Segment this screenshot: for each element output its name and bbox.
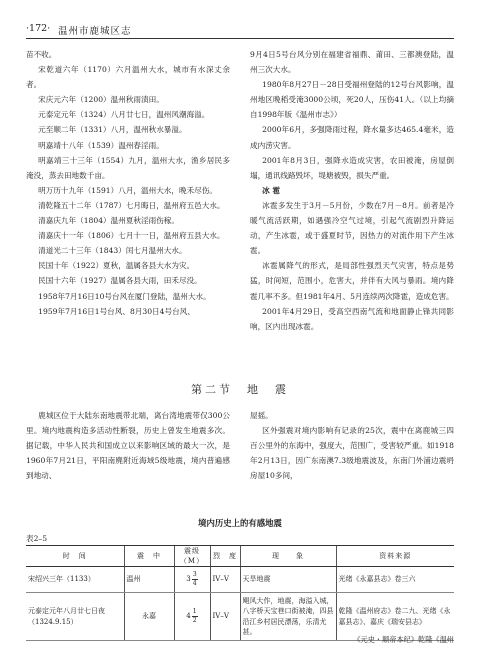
table-continuation-note: 《元史・顺帝本纪》乾隆《温州 xyxy=(353,635,454,644)
paragraph: 清道光二十三年（1843）闰七月温州大水。 xyxy=(38,246,187,256)
magnitude-numerator: 3 xyxy=(192,571,197,578)
page-number: ·172· xyxy=(26,23,51,34)
magnitude-fraction xyxy=(186,608,197,625)
paragraph: 苗不收。 xyxy=(26,50,57,59)
paragraph: 宋庆元六年（1200）温州秋雨渍田。 xyxy=(38,95,164,105)
paragraph: 屋摇。 xyxy=(250,411,273,420)
paragraph: 1959年7月16日1号台风、8月30日4号台风、 xyxy=(38,306,195,316)
col-header-intensity: 烈 度 xyxy=(210,546,240,567)
table-label: 表2–5 xyxy=(26,534,48,543)
cell-intensity: IV–V xyxy=(210,593,240,641)
magnitude-fraction xyxy=(186,571,197,588)
cell-time: 元泰定元年八月廿七日夜（1324.9.15） xyxy=(26,593,124,641)
paragraph: 明万历十九年（1591）八月，温州大水，晚禾尽伤。 xyxy=(38,185,217,195)
earthquake-table xyxy=(26,545,454,641)
paragraph: 明嘉靖三十三年（1554）九月，温州大水，渔乡居民多淹没，蒸去田地数千亩。 xyxy=(26,155,230,180)
cell-phenomenon: 天旱地震 xyxy=(240,567,336,593)
col-header-phenomenon: 现 象 xyxy=(240,546,336,567)
cell-source: 光绪《永嘉县志》卷三六 xyxy=(336,567,454,593)
cell-time: 宋绍兴三年（1133） xyxy=(26,567,124,593)
paragraph: 1980年8月27日－28日受福州登陆的12号台风影响，温州地区晚稻受淹3000公顷，死20人，压伤41人。（以上均摘自1998年版《温州市志》） xyxy=(250,80,454,120)
magnitude-denominator: 4 xyxy=(192,580,197,587)
page-header xyxy=(26,22,454,39)
table-title: 境内历史上的有感地震 xyxy=(198,518,282,528)
magnitude-whole: 4 xyxy=(186,612,191,621)
cell-epicenter: 温州 xyxy=(124,567,174,593)
cell-epicenter: 永嘉 xyxy=(124,593,174,641)
table-row xyxy=(26,567,454,593)
paragraph: 区外强震对境内影响有记录的25次，震中在离鹿城三四百公里外的东海中，强度大，范围广，受害较严重。如1918年2月13日，因广东南澳7.3级地震波及，东南门外浦边震坍房屋10多间， xyxy=(250,426,454,481)
paragraph: 民国十六年（1927）温属各县大雨，田禾尽没。 xyxy=(38,276,202,286)
col-header-epicenter: 震 中 xyxy=(124,546,174,567)
paragraph: 民国十年（1922）夏秋，温属各县大水为灾。 xyxy=(38,261,195,271)
col-header-source: 资料来源 xyxy=(336,546,454,567)
paragraph: 9月4日5号台风分别在福建省福鼎、莆田、三都澳登陆，温州三次大水。 xyxy=(250,50,454,75)
cell-magnitude xyxy=(174,593,210,641)
table-header-row xyxy=(26,546,454,567)
cell-source: 乾隆《温州府志》卷二九、光绪《永嘉县志》、嘉庆《瑞安县志》 xyxy=(336,593,454,641)
paragraph: 清嘉庆九年（1804）温州夏秋淫雨伤稼。 xyxy=(38,216,179,226)
paragraph: 2001年8月3日，强降水造成灾害，农田被淹，房屋倒塌，通讯线路毁坏，堤塘被毁，损失严重。 xyxy=(250,155,454,180)
magnitude-numerator: 1 xyxy=(192,608,197,615)
subsection-heading: 冰 雹 xyxy=(262,185,280,195)
earthquake-intro-right xyxy=(250,408,454,483)
paragraph: 2001年4月29日，受高空西南气流和地面静止锋共同影响，区内出现冰雹。 xyxy=(250,306,454,331)
paragraph: 冰雹属降气的形式，是局部性强烈天气灾害，特点是势猛，时间短，范围小，危害大，并伴有大风与暴雨。境内降雹几率不多。但1981年4月、5月连续两次降雹，造成危害。 xyxy=(250,261,454,301)
col-header-time: 时 间 xyxy=(26,546,124,567)
paragraph: 2000年6月，多强降雨过程，降水量多达465.4毫米，造成内涝灾害。 xyxy=(250,125,454,150)
magnitude-denominator: 2 xyxy=(192,617,197,624)
table-row xyxy=(26,593,454,641)
section-title: 第二节 地 震 xyxy=(191,383,289,396)
book-title: 温州市鹿城区志 xyxy=(58,26,132,37)
cell-phenomenon: 飓风大作，地震，海溢入城，八字桥天宝巷口街被淹，四县沿江乡村居民漂荡，乐清尤甚。 xyxy=(240,593,336,641)
paragraph: 元至顺二年（1331）八月，温州秋水暴溢。 xyxy=(38,125,187,135)
paragraph: 宋乾道六年（1170）六月温州大水，城市有水深丈余者。 xyxy=(26,65,230,90)
paragraph: 1958年7月16日10号台风在厦门登陆，温州大水。 xyxy=(38,291,211,301)
col-header-magnitude: 震级（M） xyxy=(174,546,210,567)
paragraph: 清乾隆五十二年（1787）七月晦日，温州府五邑大水。 xyxy=(38,200,225,210)
cell-intensity: IV–V xyxy=(210,567,240,593)
left-text-column xyxy=(26,47,230,319)
paragraph: 冰雹多发生于3月－5月份，少数在7月－8月。前者是冷暖气流活跃期，如遇强冷空气过境，引起气流剧烈升降运动，产生冰雹，或于盛夏时节，因热力的对流作用下产生冰雹。 xyxy=(250,200,454,256)
right-text-column xyxy=(250,47,454,334)
paragraph: 鹿城区位于大陆东南地震带北端，离台湾地震带仅300公里。境内地震构造多活动性断裂，历史上曾发生地震多次。据记载，中华人民共和国成立以来影响区域的最大一次，是1960年7月21日，平阳南麂附近海域5级地震，境内普遍感到地动、 xyxy=(26,411,230,481)
paragraph: 元泰定元年（1324）八月廿七日，温州风潮海溢。 xyxy=(38,110,210,120)
paragraph: 清嘉庆十一年（1806）七月十一日，温州府五县大水。 xyxy=(38,231,225,241)
earthquake-intro-left xyxy=(26,408,230,483)
paragraph: 明嘉靖十八年（1539）温州春淫雨。 xyxy=(38,140,164,150)
magnitude-whole: 3 xyxy=(186,575,191,584)
cell-magnitude xyxy=(174,567,210,593)
